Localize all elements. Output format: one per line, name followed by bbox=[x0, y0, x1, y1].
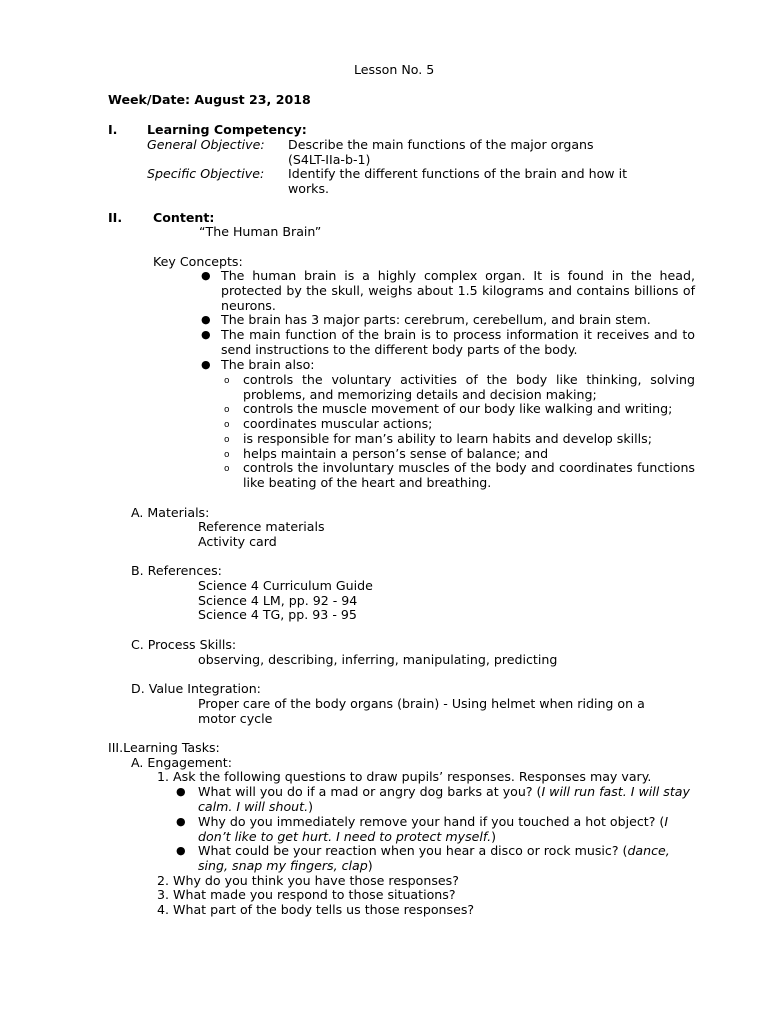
question-1c-answer: dance, sing, snap my fingers, clap bbox=[198, 843, 670, 873]
brain-function-2: controls the muscle movement of our body like walking and writing; bbox=[243, 401, 673, 416]
sub-bullet-marker: o bbox=[224, 420, 230, 430]
question-1a-answer: I will run fast. I will stay calm. I will shout. bbox=[198, 784, 690, 814]
week-date: Week/Date: August 23, 2018 bbox=[108, 92, 311, 107]
bullet-marker: ● bbox=[176, 815, 186, 828]
question-1c-text: What could be your reaction when you hear a disco or rock music? ( bbox=[198, 843, 628, 858]
value-integration-line1: Proper care of the body organs (brain) - Using helmet when riding on a bbox=[198, 696, 645, 711]
question-1b-text: Why do you immediately remove your hand if you touched a hot object? ( bbox=[198, 814, 665, 829]
question-1b bbox=[198, 814, 698, 844]
materials-label: A. Materials: bbox=[131, 505, 210, 520]
sub-bullet-marker: o bbox=[224, 435, 230, 445]
general-objective-line2: (S4LT-IIa-b-1) bbox=[288, 152, 371, 167]
key-concept-1: The human brain is a highly complex organ. It is found in the head, protected by the skull, weighs about 1.5 kilograms and contains billions of neurons. bbox=[221, 268, 695, 313]
section1-numeral: I. bbox=[108, 122, 118, 137]
question-1b-end: ) bbox=[491, 829, 497, 844]
brain-function-5: helps maintain a person’s sense of balance; and bbox=[243, 446, 549, 461]
question-1a bbox=[198, 784, 698, 814]
key-concept-4: The brain also: bbox=[221, 357, 315, 372]
general-objective-label: General Objective: bbox=[147, 137, 265, 152]
section1-heading: Learning Competency: bbox=[147, 122, 307, 137]
reference-item: Science 4 Curriculum Guide bbox=[198, 578, 373, 593]
brain-function-4: is responsible for man’s ability to learn habits and develop skills; bbox=[243, 431, 652, 446]
brain-function-1: controls the voluntary activities of the body like thinking, solving problems, and memorizing details and decision making; bbox=[243, 372, 695, 402]
section2-heading: Content: bbox=[153, 210, 215, 225]
specific-objective-line1: Identify the different functions of the brain and how it bbox=[288, 166, 628, 181]
bullet-marker: ● bbox=[176, 785, 186, 798]
bullet-marker: ● bbox=[201, 269, 211, 282]
general-objective-line1: Describe the main functions of the major organs bbox=[288, 137, 594, 152]
sub-bullet-marker: o bbox=[224, 376, 230, 386]
question-3: 3. What made you respond to those situations? bbox=[157, 887, 456, 902]
question-2: 2. Why do you think you have those responses? bbox=[157, 873, 459, 888]
question-1c-end: ) bbox=[367, 858, 373, 873]
question-1a-text: What will you do if a mad or angry dog barks at you? ( bbox=[198, 784, 542, 799]
sub-bullet-marker: o bbox=[224, 464, 230, 474]
brain-function-6: controls the involuntary muscles of the body and coordinates functions like beating of the heart and breathing. bbox=[243, 460, 695, 490]
specific-objective-label: Specific Objective: bbox=[147, 166, 265, 181]
key-concept-3: The main function of the brain is to process information it receives and to send instructions to the different body parts of the body. bbox=[221, 327, 695, 357]
question-1b-answer: I don’t like to get hurt. I need to protect myself. bbox=[198, 814, 669, 844]
question-1: 1. Ask the following questions to draw pupils’ responses. Responses may vary. bbox=[157, 769, 652, 784]
engagement-label: A. Engagement: bbox=[131, 755, 232, 770]
value-integration-line2: motor cycle bbox=[198, 711, 273, 726]
process-skills-text: observing, describing, inferring, manipulating, predicting bbox=[198, 652, 558, 667]
sub-bullet-marker: o bbox=[224, 405, 230, 415]
process-skills-label: C. Process Skills: bbox=[131, 637, 237, 652]
materials-item: Activity card bbox=[198, 534, 277, 549]
key-concepts-label: Key Concepts: bbox=[153, 254, 243, 269]
reference-item: Science 4 TG, pp. 93 - 95 bbox=[198, 607, 357, 622]
question-1a-end: ) bbox=[308, 799, 314, 814]
materials-item: Reference materials bbox=[198, 519, 325, 534]
bullet-marker: ● bbox=[176, 844, 186, 857]
question-4: 4. What part of the body tells us those responses? bbox=[157, 902, 475, 917]
question-1c bbox=[198, 843, 698, 873]
sub-bullet-marker: o bbox=[224, 450, 230, 460]
key-concept-2: The brain has 3 major parts: cerebrum, cerebellum, and brain stem. bbox=[221, 312, 651, 327]
lesson-title: Lesson No. 5 bbox=[354, 62, 435, 77]
specific-objective-line2: works. bbox=[288, 181, 330, 196]
section3-heading: III.Learning Tasks: bbox=[108, 740, 220, 755]
reference-item: Science 4 LM, pp. 92 - 94 bbox=[198, 593, 358, 608]
bullet-marker: ● bbox=[201, 313, 211, 326]
content-topic: “The Human Brain” bbox=[199, 224, 322, 239]
section2-numeral: II. bbox=[108, 210, 123, 225]
references-label: B. References: bbox=[131, 563, 222, 578]
value-integration-label: D. Value Integration: bbox=[131, 681, 261, 696]
bullet-marker: ● bbox=[201, 358, 211, 371]
brain-function-3: coordinates muscular actions; bbox=[243, 416, 433, 431]
bullet-marker: ● bbox=[201, 328, 211, 341]
